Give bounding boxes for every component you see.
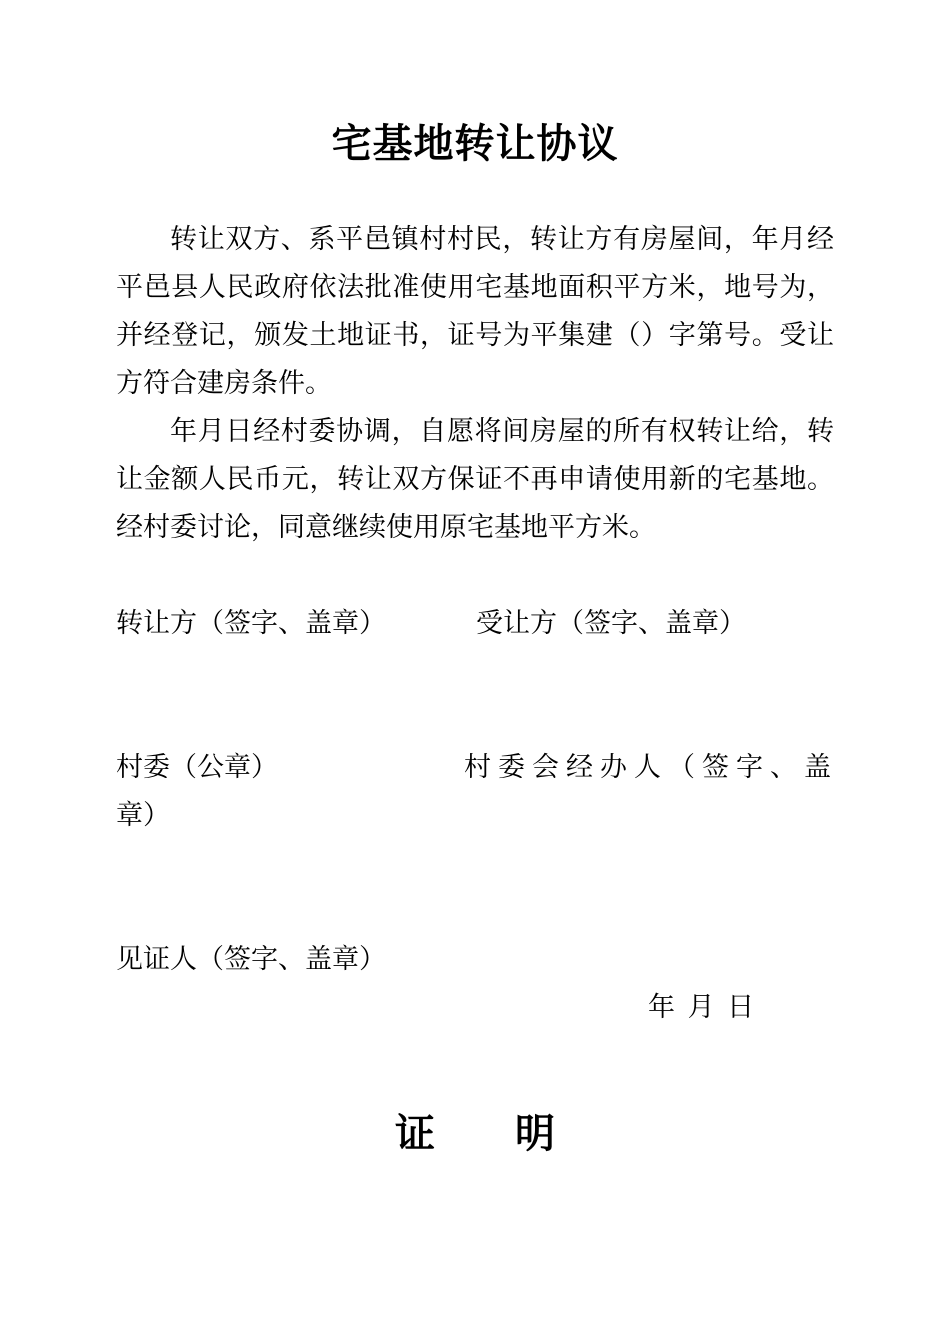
signing-date-label: 年 月 日 [648, 992, 757, 1023]
transferee-signature-label: 受让方（签字、盖章） [476, 608, 746, 639]
agreement-paragraph-1 [116, 216, 834, 408]
paragraph-text: 年月日经村委协调，自愿将间房屋的所有权转让给，转让金额人民币元，转让双方保证不再申请使用新的宅基地。经村委讨论，同意继续使用原宅基地平方米。 [116, 416, 834, 543]
agreement-paragraph-2 [116, 408, 834, 552]
proof-section-title: 证 明 [395, 1111, 555, 1157]
committee-handler-signature-label: 村委会经办人（签字、盖 [464, 752, 834, 783]
transferor-signature-label: 转让方（签字、盖章） [116, 608, 386, 639]
village-committee-seal-label: 村委（公章） [116, 752, 278, 783]
document-title: 宅基地转让协议 [331, 121, 619, 167]
paragraph-text: 转让双方、系平邑镇村村民，转让方有房屋间，年月经平邑县人民政府依法批准使用宅基地面积平方米，地号为，并经登记，颁发土地证书，证号为平集建（）字第号。受让方符合建房条件。 [116, 224, 834, 399]
witness-signature-label: 见证人（签字、盖章） [116, 944, 386, 975]
committee-handler-signature-label-continued: 章） [116, 800, 170, 831]
